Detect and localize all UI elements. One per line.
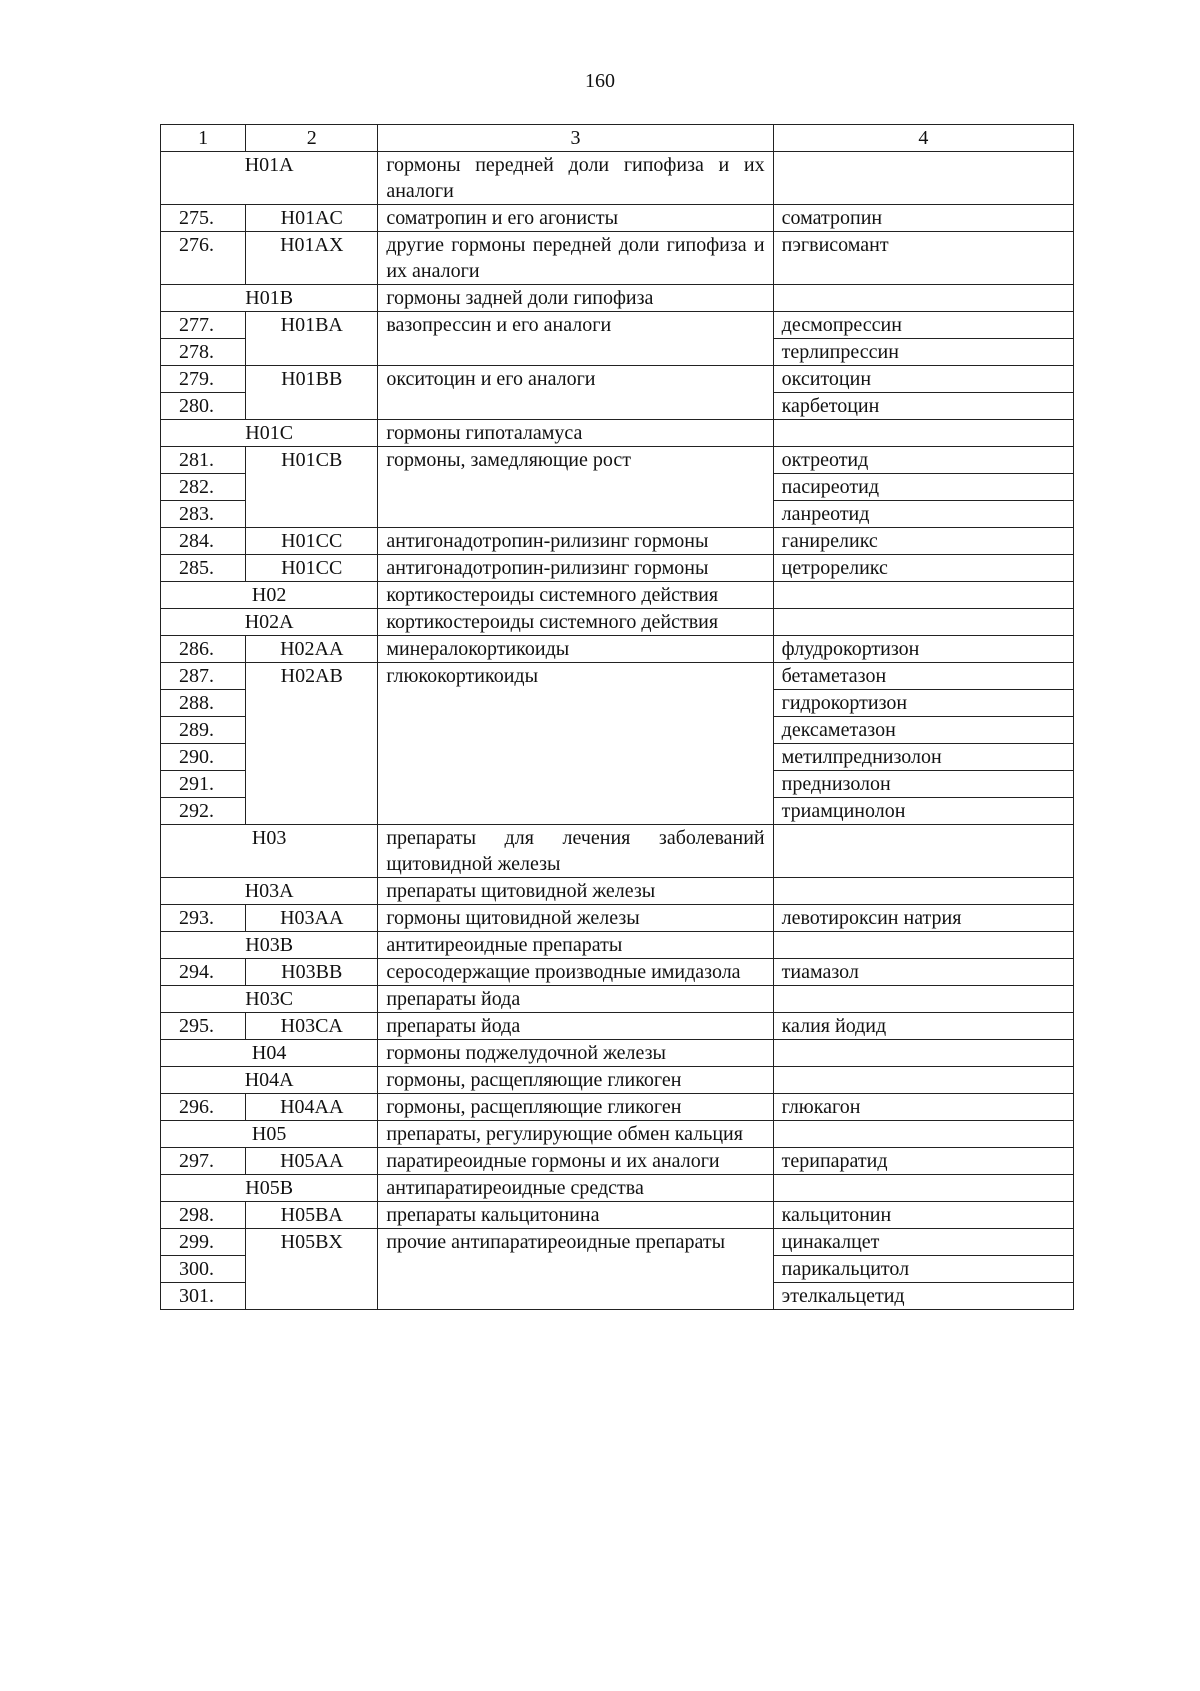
drug-name-empty	[773, 582, 1073, 609]
drug-name: окситоцин	[773, 366, 1073, 393]
drug-name-empty	[773, 285, 1073, 312]
drug-name: пэгвисомант	[773, 232, 1073, 285]
drug-name: триамцинолон	[773, 798, 1073, 825]
row-number: 278.	[161, 339, 246, 366]
table-row	[161, 1229, 1074, 1256]
header-cell-4: 4	[773, 125, 1073, 152]
atc-description: окситоцин и его аналоги	[378, 366, 773, 420]
atc-group-description: гормоны гипоталамуса	[378, 420, 773, 447]
header-cell-2: 2	[246, 125, 378, 152]
atc-code: H05BA	[246, 1202, 378, 1229]
drug-name: этелкальцетид	[773, 1283, 1073, 1310]
row-number: 290.	[161, 744, 246, 771]
drug-name: цетрореликс	[773, 555, 1073, 582]
atc-code: H04AA	[246, 1094, 378, 1121]
atc-code: H02AB	[246, 663, 378, 825]
atc-description: другие гормоны передней доли гипофиза и их аналоги	[378, 232, 773, 285]
row-number: 291.	[161, 771, 246, 798]
drug-name: соматропин	[773, 205, 1073, 232]
atc-group-code: H01A	[161, 152, 378, 205]
drug-name-empty	[773, 1121, 1073, 1148]
atc-description: минералокортикоиды	[378, 636, 773, 663]
table-row	[161, 312, 1074, 339]
atc-code: H03BB	[246, 959, 378, 986]
atc-description: соматропин и его агонисты	[378, 205, 773, 232]
atc-group-code: H02	[161, 582, 378, 609]
atc-group-description: препараты, регулирующие обмен кальция	[378, 1121, 773, 1148]
atc-code: H01CC	[246, 555, 378, 582]
group-row	[161, 932, 1074, 959]
atc-description: паратиреоидные гормоны и их аналоги	[378, 1148, 773, 1175]
table-row	[161, 959, 1074, 986]
row-number: 301.	[161, 1283, 246, 1310]
drug-name-empty	[773, 825, 1073, 878]
table-row	[161, 1013, 1074, 1040]
atc-code: H03AA	[246, 905, 378, 932]
atc-description: гормоны, замедляющие рост	[378, 447, 773, 528]
drug-name-empty	[773, 932, 1073, 959]
drug-name: терлипрессин	[773, 339, 1073, 366]
table-row	[161, 1202, 1074, 1229]
atc-description: серосодержащие производные имидазола	[378, 959, 773, 986]
row-number: 284.	[161, 528, 246, 555]
table-row	[161, 205, 1074, 232]
table-row	[161, 447, 1074, 474]
atc-code: H05AA	[246, 1148, 378, 1175]
table-row	[161, 528, 1074, 555]
table-row	[161, 663, 1074, 690]
page-number: 160	[585, 70, 615, 92]
row-number: 280.	[161, 393, 246, 420]
drug-name: ганиреликс	[773, 528, 1073, 555]
drug-name: терипаратид	[773, 1148, 1073, 1175]
group-row	[161, 609, 1074, 636]
drug-name-empty	[773, 152, 1073, 205]
group-row	[161, 152, 1074, 205]
atc-description: глюкокортикоиды	[378, 663, 773, 825]
table-row	[161, 636, 1074, 663]
group-row	[161, 582, 1074, 609]
row-number: 276.	[161, 232, 246, 285]
row-number: 298.	[161, 1202, 246, 1229]
drug-name: метилпреднизолон	[773, 744, 1073, 771]
group-row	[161, 825, 1074, 878]
atc-group-code: H05B	[161, 1175, 378, 1202]
atc-group-code: H03	[161, 825, 378, 878]
drug-name-empty	[773, 986, 1073, 1013]
drug-name: октреотид	[773, 447, 1073, 474]
drug-name: карбетоцин	[773, 393, 1073, 420]
group-row	[161, 285, 1074, 312]
row-number: 296.	[161, 1094, 246, 1121]
group-row	[161, 1040, 1074, 1067]
table-header-row	[161, 125, 1074, 152]
atc-group-description: гормоны поджелудочной железы	[378, 1040, 773, 1067]
drug-name: тиамазол	[773, 959, 1073, 986]
drug-name: ланреотид	[773, 501, 1073, 528]
atc-description: антигонадотропин-рилизинг гормоны	[378, 528, 773, 555]
row-number: 282.	[161, 474, 246, 501]
group-row	[161, 1175, 1074, 1202]
atc-group-description: препараты для лечения заболеваний щитовидной железы	[378, 825, 773, 878]
drug-name: парикальцитол	[773, 1256, 1073, 1283]
drug-name-empty	[773, 1040, 1073, 1067]
atc-group-description: антитиреоидные препараты	[378, 932, 773, 959]
atc-description: гормоны, расщепляющие гликоген	[378, 1094, 773, 1121]
atc-group-code: H03B	[161, 932, 378, 959]
atc-group-code: H03C	[161, 986, 378, 1013]
drug-name: калия йодид	[773, 1013, 1073, 1040]
row-number: 292.	[161, 798, 246, 825]
drug-name: преднизолон	[773, 771, 1073, 798]
atc-group-code: H04	[161, 1040, 378, 1067]
table-row	[161, 555, 1074, 582]
drug-name: пасиреотид	[773, 474, 1073, 501]
atc-code: H01CB	[246, 447, 378, 528]
atc-group-code: H01B	[161, 285, 378, 312]
group-row	[161, 1121, 1074, 1148]
drug-name: десмопрессин	[773, 312, 1073, 339]
drug-name-empty	[773, 878, 1073, 905]
header-cell-1: 1	[161, 125, 246, 152]
row-number: 300.	[161, 1256, 246, 1283]
atc-code: H01CC	[246, 528, 378, 555]
atc-group-description: кортикостероиды системного действия	[378, 582, 773, 609]
row-number: 283.	[161, 501, 246, 528]
row-number: 287.	[161, 663, 246, 690]
drug-name-empty	[773, 609, 1073, 636]
drug-name: цинакалцет	[773, 1229, 1073, 1256]
atc-description: гормоны щитовидной железы	[378, 905, 773, 932]
group-row	[161, 986, 1074, 1013]
drug-name-empty	[773, 1067, 1073, 1094]
row-number: 295.	[161, 1013, 246, 1040]
group-row	[161, 1067, 1074, 1094]
drug-name-empty	[773, 420, 1073, 447]
atc-code: H02AA	[246, 636, 378, 663]
group-row	[161, 420, 1074, 447]
drug-name: дексаметазон	[773, 717, 1073, 744]
header-cell-3: 3	[378, 125, 773, 152]
atc-description: препараты кальцитонина	[378, 1202, 773, 1229]
atc-group-code: H03A	[161, 878, 378, 905]
row-number: 293.	[161, 905, 246, 932]
atc-description: прочие антипаратиреоидные препараты	[378, 1229, 773, 1310]
atc-description: антигонадотропин-рилизинг гормоны	[378, 555, 773, 582]
atc-group-description: гормоны задней доли гипофиза	[378, 285, 773, 312]
atc-code: H03CA	[246, 1013, 378, 1040]
drug-name: гидрокортизон	[773, 690, 1073, 717]
atc-group-description: гормоны передней доли гипофиза и их аналоги	[378, 152, 773, 205]
drug-name: левотироксин натрия	[773, 905, 1073, 932]
atc-group-code: H05	[161, 1121, 378, 1148]
table-row	[161, 366, 1074, 393]
atc-group-description: кортикостероиды системного действия	[378, 609, 773, 636]
table-row	[161, 1094, 1074, 1121]
row-number: 279.	[161, 366, 246, 393]
drug-name: бетаметазон	[773, 663, 1073, 690]
atc-code: H01BB	[246, 366, 378, 420]
row-number: 289.	[161, 717, 246, 744]
table-row	[161, 905, 1074, 932]
table-row	[161, 1148, 1074, 1175]
row-number: 286.	[161, 636, 246, 663]
row-number: 281.	[161, 447, 246, 474]
atc-group-code: H02A	[161, 609, 378, 636]
drug-table	[160, 124, 1074, 1310]
group-row	[161, 878, 1074, 905]
row-number: 288.	[161, 690, 246, 717]
row-number: 299.	[161, 1229, 246, 1256]
atc-code: H01AX	[246, 232, 378, 285]
drug-name: кальцитонин	[773, 1202, 1073, 1229]
row-number: 285.	[161, 555, 246, 582]
atc-code: H01BA	[246, 312, 378, 366]
atc-description: вазопрессин и его аналоги	[378, 312, 773, 366]
atc-group-description: препараты щитовидной железы	[378, 878, 773, 905]
atc-group-description: антипаратиреоидные средства	[378, 1175, 773, 1202]
row-number: 297.	[161, 1148, 246, 1175]
atc-group-description: препараты йода	[378, 986, 773, 1013]
drug-name-empty	[773, 1175, 1073, 1202]
table-row	[161, 232, 1074, 285]
atc-code: H01AC	[246, 205, 378, 232]
atc-group-description: гормоны, расщепляющие гликоген	[378, 1067, 773, 1094]
row-number: 294.	[161, 959, 246, 986]
drug-name: флудрокортизон	[773, 636, 1073, 663]
atc-group-code: H04A	[161, 1067, 378, 1094]
drug-name: глюкагон	[773, 1094, 1073, 1121]
atc-group-code: H01C	[161, 420, 378, 447]
row-number: 275.	[161, 205, 246, 232]
atc-code: H05BX	[246, 1229, 378, 1310]
atc-description: препараты йода	[378, 1013, 773, 1040]
row-number: 277.	[161, 312, 246, 339]
